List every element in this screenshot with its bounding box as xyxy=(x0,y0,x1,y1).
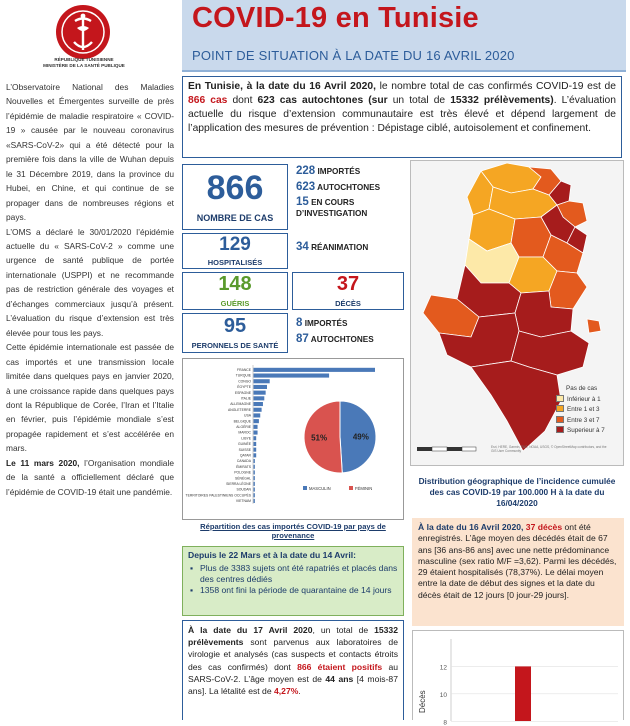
intro-autochthonous: 623 cas autochtones (sur xyxy=(257,95,388,106)
total-cases-label: NOMBRE DE CAS xyxy=(196,213,274,223)
legend-swatch-2 xyxy=(556,405,564,412)
bar-label-1: TURQUIE xyxy=(235,373,251,378)
page-title: COVID-19 en Tunisie xyxy=(192,2,479,34)
health-staff-value: 95 xyxy=(223,315,247,337)
deaths-card xyxy=(292,272,404,310)
investigation-label: EN COURS xyxy=(311,198,355,207)
repatriation-item-2: ▪ 1358 ont fini la période de quarantaine de 14 jours xyxy=(200,585,398,596)
hospitalized-label: HOSPITALISÉS xyxy=(207,258,263,267)
legend-swatch-4 xyxy=(556,426,564,433)
lab-samples: 15332 prélèvements xyxy=(188,625,398,648)
deaths-chart-box xyxy=(412,630,624,726)
intro-summary xyxy=(182,76,622,158)
icu-row xyxy=(296,242,368,254)
bar-label-14: SUISSE xyxy=(238,447,251,452)
deaths-tick-0: 12 xyxy=(439,664,447,672)
legend-item-2 xyxy=(556,405,605,416)
deaths-summary xyxy=(412,518,624,626)
deaths-text: ont été enregistrés. L’âge moyen des décédés était de 67 ans [36 ans-86 ans] avec une nette prédominance masculine (sex ratio M/F =3,62). Parmi les décédés, 29 étaient hospitalisés (78,37%). Le délai moyen entre la date de début des signes et la date du décès était de 12 jours [0 jour-29 jours]. xyxy=(418,522,617,600)
pie-label-1: 51% xyxy=(311,433,328,443)
health-staff-label: PERONNELS DE SANTÉ xyxy=(191,341,279,350)
legend-item-4 xyxy=(556,426,605,437)
hospitalized-card xyxy=(182,233,288,269)
bar-label-4: ESPAGNE xyxy=(234,390,251,395)
lab-text-3: au SARS-CoV-2. L’âge moyen est de xyxy=(188,661,398,684)
bar-label-2: CONGO xyxy=(238,379,251,384)
legend-item-3 xyxy=(556,416,605,427)
bar-22 xyxy=(254,493,255,497)
header-banner xyxy=(182,0,626,72)
intro-samples: 15332 prélèvements) xyxy=(450,95,554,106)
bar-label-6: ALLEMAGNE xyxy=(230,402,251,407)
lab-text-1: , un total de xyxy=(312,625,375,635)
bar-label-18: POLOGNE xyxy=(234,470,251,475)
bar-14 xyxy=(254,448,257,452)
bar-5 xyxy=(254,396,265,400)
paragraph-context-1: L’Observatoire National des Maladies Nouvelles et Émergentes surveille de près l’épidémie de maladie respiratoire « COVID-19 » causée par le nouveau coronavirus «SARS-CoV-2» qui a été détecté pour la première fois dans la ville de Wuhan depuis le 31 Décembre 2019, dans la province du Hubei, en Chine, et qui continue de se propager dans de nombreuses régions et pays. xyxy=(6,82,174,223)
ministry-line-1: RÉPUBLIQUE TUNISIENNE xyxy=(54,57,114,62)
bar-label-8: USA xyxy=(244,413,251,418)
autochthonous-label: AUTOCHTONES xyxy=(317,182,381,192)
deaths-date: À la date du 16 Avril 2020, xyxy=(418,522,526,532)
bar-7 xyxy=(254,408,262,412)
imported-row xyxy=(296,166,380,178)
staff-imported-value: 8 xyxy=(296,317,303,329)
map-region-djerba xyxy=(587,319,601,333)
intro-text-3: un total de xyxy=(387,95,451,106)
deaths-label: DÉCÈS xyxy=(335,299,361,308)
bar-18 xyxy=(254,470,255,474)
health-staff-breakdown xyxy=(296,318,374,345)
case-breakdown xyxy=(296,166,380,219)
deaths-tick-2: 8 xyxy=(443,719,447,726)
lab-lethality: 4,27% xyxy=(274,686,299,697)
autochthonous-row xyxy=(296,182,380,194)
intro-text-4: . L’évaluation actuelle du risque d’extension communautaire est très élevé et dépend largement de l’application des mesures de prévention : Dépistage ciblé, autoisolement et confinement. xyxy=(188,95,616,134)
legend-label-2: Entre 1 et 3 xyxy=(567,406,600,413)
legend-label-4: Superieur à 7 xyxy=(567,427,605,434)
ministry-name xyxy=(36,57,132,68)
bar-8 xyxy=(254,413,261,417)
legend-swatch-3 xyxy=(556,416,564,423)
legend-no-cases: Pas de cas xyxy=(566,385,598,392)
paragraph-context-2: L’OMS a déclaré le 30/01/2020 l’épidémie actuelle du « SARS-CoV-2 » comme une urgence de santé publique de portée internationale (USPPI) et ne recommande pas de restriction générale des voyages et d’échanges commerciaux jusqu’à présent. L’évaluation du risque d’extension est très élevée pour tous les pays. xyxy=(6,226,174,338)
deaths-count: 37 décès xyxy=(525,522,563,532)
intro-text-2: dont xyxy=(227,95,258,106)
bar-20 xyxy=(254,482,255,486)
laboratory-summary xyxy=(182,620,404,720)
repatriation-item-1: ▪ Plus de 3383 sujets ont été rapatriés et placés dans des centres dédiés xyxy=(200,563,398,585)
deaths-tick-1: 10 xyxy=(439,691,447,699)
bar-label-11: MAROC xyxy=(238,430,251,435)
intro-total-cases: 866 cas xyxy=(188,95,228,106)
imported-value: 228 xyxy=(296,165,316,177)
bar-17 xyxy=(254,465,255,469)
bar-label-10: ALGÉRIE xyxy=(236,425,251,429)
bar-16 xyxy=(254,459,255,463)
lab-positives: 866 étaient positifs xyxy=(297,661,383,672)
bar-label-15: QATAR xyxy=(239,453,251,458)
pie-legend-label-0: MASCULIN xyxy=(309,486,331,491)
bar-2 xyxy=(254,379,270,383)
investigation-row xyxy=(296,197,380,209)
lab-text-5: . xyxy=(298,686,301,697)
lab-date: À la date du 17 Avril 2020 xyxy=(188,625,313,635)
ministry-line-2: MINISTÈRE DE LA SANTÉ PUBLIQUE xyxy=(43,62,125,68)
pie-legend-swatch-1 xyxy=(349,486,353,490)
imported-chart-caption: Répartition des cas importés COVID-19 par pays de provenance xyxy=(200,522,386,540)
bar-9 xyxy=(254,419,259,423)
deaths-bar-0 xyxy=(515,666,531,721)
bar-21 xyxy=(254,488,255,492)
bar-label-19: SÉNÉGAL xyxy=(234,476,251,481)
total-cases-value: 866 xyxy=(206,169,264,207)
pie-label-0: 49% xyxy=(352,432,369,442)
health-staff-card xyxy=(182,313,288,353)
bar-label-13: GUINÉE xyxy=(238,442,251,447)
pandemic-date: Le 11 mars 2020, xyxy=(6,457,80,468)
paragraph-context-3: Cette épidémie internationale est passée de cas importés et une transmission locale limitée dans quelques pays en janvier 2020, à une croissance rapide dans quelques pays dont la République de Corée, l’Iran et l’Italie en février, puis l’épidémie mondiale s’est propagée rapidement et s’est accélérée en mars. xyxy=(6,342,174,454)
recovered-value: 148 xyxy=(218,273,252,295)
bar-label-20: SIERRA LÉONE xyxy=(226,482,251,486)
bar-label-16: CANADA xyxy=(236,459,251,464)
staff-autochthonous-row xyxy=(296,334,374,346)
staff-autochthonous-value: 87 xyxy=(296,332,309,345)
bar-label-9: BELGIQUE xyxy=(233,419,251,424)
repatriation-list xyxy=(200,563,398,596)
bar-4 xyxy=(254,391,266,395)
deaths-chart xyxy=(413,631,623,726)
pie-legend-label-1: FÉMININ xyxy=(355,486,373,491)
bar-label-21: SOUDAN xyxy=(236,487,251,492)
lab-text-2: sont parvenus aux laboratoires de virologie et analysés (cas suspects et contacts étroits des cas confirmés) dont xyxy=(188,637,398,672)
repatriation-title: Depuis le 22 Mars et à la date du 14 Avril: xyxy=(188,550,356,560)
page-subtitle: POINT DE SITUATION À LA DATE DU 16 AVRIL 2020 xyxy=(192,48,515,63)
legend-item-1 xyxy=(556,395,605,406)
bar-23 xyxy=(254,499,255,503)
deaths-value: 37 xyxy=(336,273,360,295)
staff-autochthonous-label: AUTOCHTONES xyxy=(310,334,374,344)
ministry-seal-icon xyxy=(55,4,111,60)
legend-label-3: Entre 3 et 7 xyxy=(567,416,600,424)
left-column xyxy=(0,0,178,720)
bar-label-22: TERRITOIRES PALESTINIENS OCCUPÉS xyxy=(185,493,251,498)
icu-value: 34 xyxy=(296,241,309,253)
bar-label-17: ÉMIRATS xyxy=(236,464,251,469)
intro-text-1: le nombre total de cas confirmés COVID-19 est de xyxy=(375,81,616,92)
bar-19 xyxy=(254,476,255,480)
investigation-label-2: D’INVESTIGATION xyxy=(296,208,368,218)
pie-legend-swatch-0 xyxy=(303,486,307,490)
deaths-y-label: Décès xyxy=(418,690,427,713)
context-text xyxy=(6,80,174,499)
imported-by-country-chart xyxy=(183,359,403,519)
staff-imported-row xyxy=(296,318,374,330)
legend-label-1: Inférieur à 1 xyxy=(567,395,601,403)
bar-6 xyxy=(254,402,263,406)
staff-imported-label: IMPORTÉS xyxy=(304,319,348,328)
bar-13 xyxy=(254,442,257,446)
autochthonous-value: 623 xyxy=(296,180,316,193)
bar-label-0: FRANCE xyxy=(237,368,251,372)
bar-10 xyxy=(254,425,258,429)
bar-label-3: ÉGYPTE xyxy=(237,385,251,390)
imported-label: IMPORTÉS xyxy=(317,167,361,176)
repatriation-box xyxy=(182,546,404,616)
map-caption: Distribution géographique de l’incidence cumulée des cas COVID-19 par 100.000 H à la date du 16/04/2020 xyxy=(418,476,616,508)
bar-0 xyxy=(254,368,376,372)
map-legend xyxy=(556,384,605,437)
bar-3 xyxy=(254,385,268,389)
bar-label-5: ITALIE xyxy=(240,396,251,401)
total-cases-card xyxy=(182,164,288,230)
bar-label-23: VIETNAM xyxy=(235,499,251,504)
hospitalized-value: 129 xyxy=(219,234,251,255)
lab-mean-age: 44 ans xyxy=(325,673,354,684)
legend-swatch-1 xyxy=(556,395,564,402)
bar-11 xyxy=(254,431,258,435)
imported-cases-chart-box xyxy=(182,358,404,520)
bar-label-12: LIBYE xyxy=(241,436,251,441)
investigation-value: 15 xyxy=(296,196,309,208)
intro-date: En Tunisie, à la date du 16 Avril 2020, xyxy=(188,81,376,92)
paragraph-context-4 xyxy=(6,456,174,499)
recovered-label: GUÉRIS xyxy=(220,299,250,308)
bar-15 xyxy=(254,453,257,457)
bar-1 xyxy=(254,374,330,378)
map-credit: Esri, HERE, Garmin, FAO, NOAA, USGS, © OpenStreetMap contributors, and the GIS User Community xyxy=(491,445,607,453)
bar-12 xyxy=(254,436,257,440)
lab-text-4: [4 mois-87 ans]. La létalité est de xyxy=(188,673,398,697)
icu-label: RÉANIMATION xyxy=(311,243,369,252)
recovered-card xyxy=(182,272,288,310)
map-scale-bar xyxy=(417,447,477,452)
bar-label-7: ANGLETERRE xyxy=(228,407,251,412)
pandemic-text: l’Organisation mondiale de la santé a officiellement déclaré que l’épidémie de COVID-19 était une pandémie. xyxy=(6,457,174,497)
